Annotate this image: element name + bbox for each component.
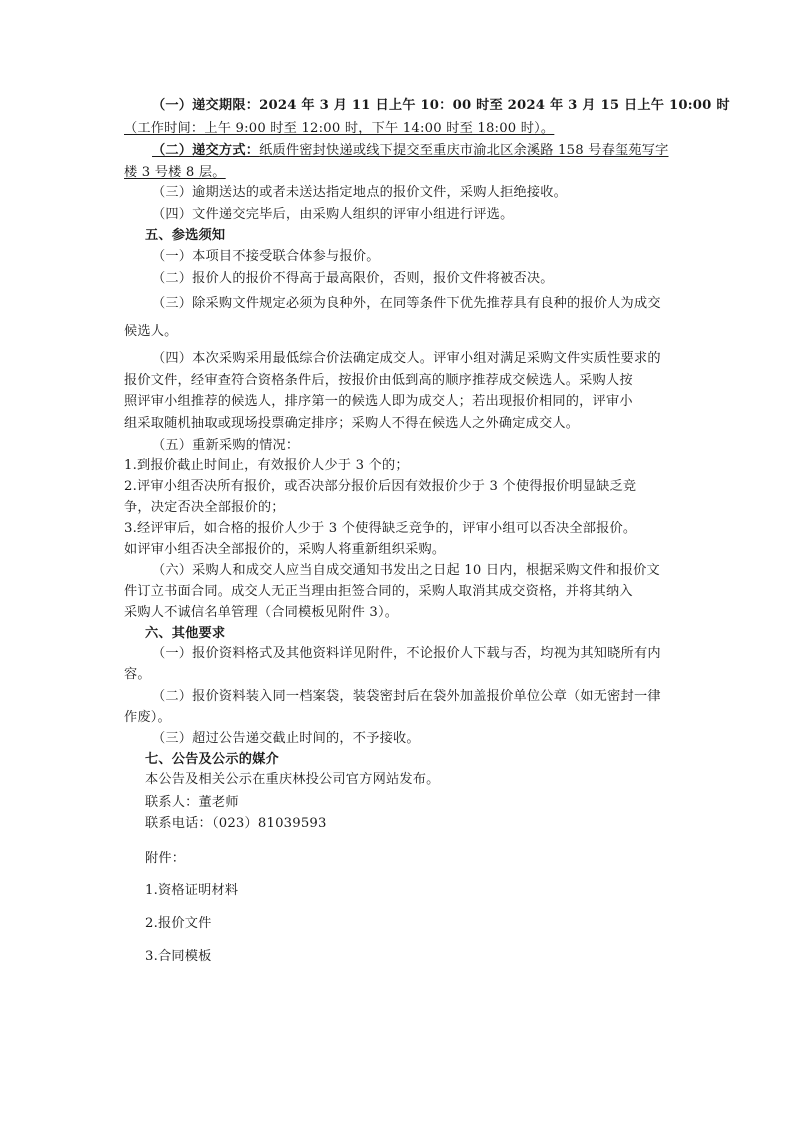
section-heading-rules: 五、参选须知 [145, 228, 226, 243]
rules-item-5-2-cont: 争，决定否决全部报价的； [124, 500, 285, 515]
submission-item-3: （三）逾期送达的或者未送达指定地点的报价文件，采购人拒绝接收。 [152, 185, 568, 200]
rules-item-5-1: 1.到报价截止时间止，有效报价人少于 3 个的； [124, 458, 409, 473]
other-item-1-cont: 容。 [124, 667, 151, 682]
deadline-line [152, 97, 730, 115]
rules-item-3-cont: 候选人。 [124, 324, 178, 339]
rules-item-6: （六）采购人和成交人应当自成交通知书发出之日起 10 日内，根据采购文件和报价文 [152, 563, 660, 578]
section-heading-other: 六、其他要求 [145, 626, 226, 641]
method-value: 纸质件密封快递或线下提交至重庆市渝北区余溪路 158 号春玺苑写字 [259, 143, 669, 158]
attachments-label: 附件： [145, 851, 186, 866]
rules-item-4: （四）本次采购采用最低综合价法确定成交人。评审小组对满足采购文件实质性要求的 [152, 351, 661, 366]
other-item-1: （一）报价资料格式及其他资料详见附件，不论报价人下载与否，均视为其知晓所有内 [152, 646, 661, 661]
submission-item-4: （四）文件递交完毕后，由采购人组织的评审小组进行评选。 [152, 207, 514, 222]
rules-item-4-cont-3: 组采取随机抽取或现场投票确定排序；采购人不得在候选人之外确定成交人。 [124, 416, 580, 431]
attachment-item-2: 2.报价文件 [145, 916, 212, 931]
other-item-2: （二）报价资料装入同一档案袋，装袋密封后在袋外加盖报价单位公章（如无密封一律 [152, 689, 661, 704]
rules-item-2: （二）报价人的报价不得高于最高限价，否则，报价文件将被否决。 [152, 271, 554, 286]
other-item-2-cont: 作废）。 [124, 710, 171, 725]
media-line: 本公告及相关公示在重庆林投公司官方网站发布。 [145, 772, 440, 787]
method-line [152, 142, 684, 160]
rules-item-4-cont-2: 照评审小组推荐的候选人，排序第一的候选人即为成交人；若出现报价相同的，评审小 [124, 394, 633, 409]
rules-item-6-cont-1: 件订立书面合同。成交人无正当理由拒签合同的，采购人取消其成交资格，并将其纳入 [124, 584, 633, 599]
other-item-3: （三）超过公告递交截止时间的，不予接收。 [152, 731, 420, 746]
contact-person: 联系人：董老师 [145, 795, 239, 810]
contact-phone: 联系电话：（023）81039593 [145, 816, 327, 831]
method-line-2: 楼 3 号楼 8 层。 [124, 165, 226, 180]
working-hours-line: （工作时间：上午 9:00 时至 12:00 时，下午 14:00 时至 18:00 时）。 [124, 121, 555, 136]
method-label: （二）递交方式： [152, 143, 260, 158]
attachment-item-1: 1.资格证明材料 [145, 883, 239, 898]
deadline-label: （一）递交期限： [152, 98, 260, 113]
rules-item-3: （三）除采购文件规定必须为良种外，在同等条件下优先推荐具有良种的报价人为成交 [152, 296, 661, 311]
rules-item-5-3: 3.经评审后，如合格的报价人少于 3 个使得缺乏竞争的，评审小组可以否决全部报价。 [124, 521, 637, 536]
rules-item-4-cont-1: 报价文件，经审查符合资格条件后，按报价由低到高的顺序推荐成交候选人。采购人按 [124, 373, 633, 388]
rules-item-6-cont-2: 采购人不诚信名单管理（合同模板见附件 3）。 [124, 605, 399, 620]
section-heading-media: 七、公告及公示的媒介 [145, 752, 279, 767]
rules-item-5-3-cont: 如评审小组否决全部报价的，采购人将重新组织采购。 [124, 542, 446, 557]
rules-item-5-2: 2.评审小组否决所有报价，或否决部分报价后因有效报价少于 3 个使得报价明显缺乏竞 [124, 479, 637, 494]
attachment-item-3: 3.合同模板 [145, 949, 212, 964]
rules-item-1: （一）本项目不接受联合体参与报价。 [152, 249, 380, 264]
rules-item-5: （五）重新采购的情况： [152, 438, 300, 453]
deadline-value: 2024 年 3 月 11 日上午 10：00 时至 2024 年 3 月 15 日上午 10:00 时 [259, 98, 730, 113]
